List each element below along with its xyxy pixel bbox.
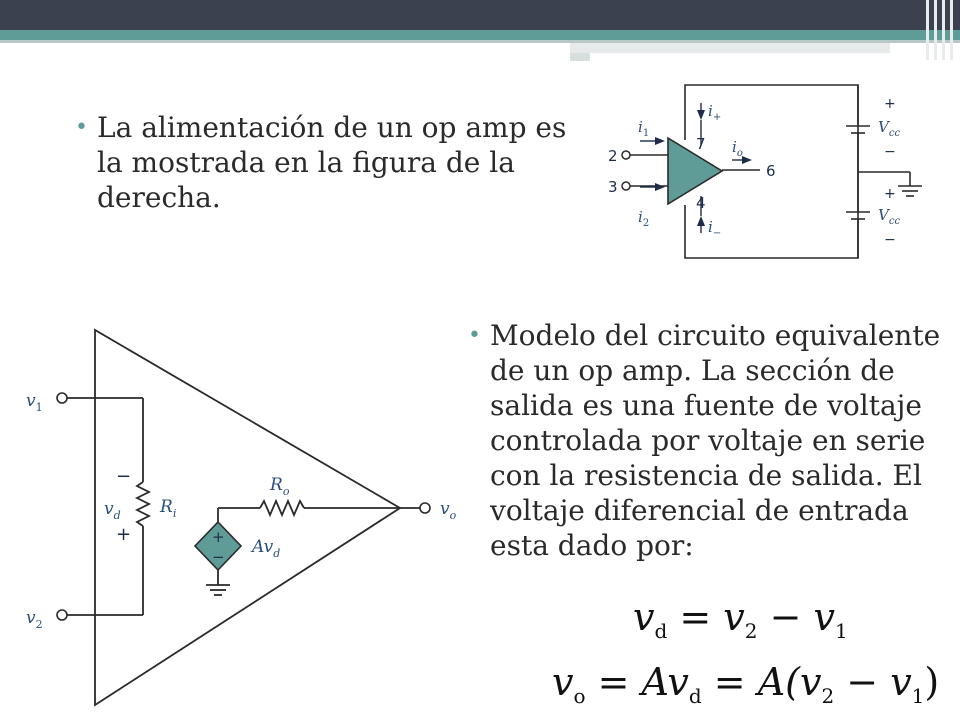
label-vd: v: [104, 499, 114, 519]
source-minus: −: [212, 548, 225, 566]
svg-text:Avd: [250, 537, 280, 560]
label-ri: R: [160, 497, 173, 517]
label-iplus-sub: +: [712, 112, 722, 123]
label-io: i: [732, 138, 737, 156]
bullet-equivalent-model: • Modelo del circuito equivalente de un op amp. La sección de salida es una fuente de voltaje controlada por voltaje en serie con la resistencia de salida. El voltaje diferencial de entrada esta dado por:: [468, 318, 948, 563]
svg-text:vd: [104, 499, 121, 522]
label-vd-sub: d: [113, 509, 121, 522]
label-i2: i: [638, 208, 643, 226]
svg-text:i−: [708, 218, 721, 239]
label-v1: v: [26, 391, 36, 411]
svg-text:i1: [638, 118, 649, 139]
arrow-i1: [655, 137, 665, 145]
terminal-3: [622, 182, 630, 190]
bullet2-line5: con la resistencia de salida. El: [490, 459, 922, 492]
terminal-2: [622, 151, 630, 159]
label-vo-sub: o: [449, 509, 457, 522]
svg-text:vo: [440, 499, 457, 522]
label-ri-sub: i: [172, 507, 177, 520]
bullet2-line4: controlada por voltaje en serie: [490, 424, 926, 457]
label-iminus: i: [708, 218, 713, 236]
svg-text:Vcc: [878, 206, 900, 227]
bullet-power-supply: • La alimentación de un op amp es la mostrada en la figura de la derecha.: [75, 110, 575, 215]
svg-text:i2: [638, 208, 649, 229]
minus-top: −: [884, 144, 896, 160]
svg-text:Ri: [159, 497, 176, 520]
svg-text:io: [732, 138, 743, 159]
bullet1-line3: derecha.: [97, 181, 221, 214]
bullet2-line7: esta dado por:: [490, 529, 694, 562]
label-v1-sub: 1: [35, 401, 43, 414]
terminal-v1: [57, 393, 67, 403]
vd-plus: +: [116, 524, 132, 545]
svg-text:i+: [708, 102, 721, 123]
label-i1: i: [638, 118, 643, 136]
label-ro: R: [270, 475, 283, 495]
label-v2: v: [26, 608, 36, 628]
label-vcc-top-sub: cc: [888, 128, 901, 139]
minus-bottom: −: [884, 232, 896, 248]
pin-4-label: 4: [696, 194, 706, 212]
label-vcc-bottom: V: [878, 206, 889, 224]
equation-vo: $v_o = Av_d = A(v_2 - v_1)$: [552, 660, 940, 708]
plus-bottom: +: [884, 186, 896, 202]
pin-6-label: 6: [766, 162, 776, 180]
plus-top: +: [884, 96, 896, 112]
svg-text:v1: [26, 391, 43, 414]
bullet2-line3: salida es una fuente de voltaje: [490, 389, 922, 422]
terminal-v2: [57, 610, 67, 620]
label-avd-sub: d: [273, 547, 281, 560]
opamp-outline: [95, 330, 400, 705]
arrow-i2: [655, 183, 665, 191]
label-iplus: i: [708, 102, 713, 120]
ro-resistor: [260, 501, 304, 515]
bullet1-line2: la mostrada en la figura de la: [97, 146, 515, 179]
pin-3-label: 3: [608, 178, 618, 196]
source-plus: +: [212, 528, 225, 546]
label-vcc-bottom-sub: cc: [888, 216, 901, 227]
ri-resistor: [137, 482, 149, 526]
label-avd: Av: [252, 537, 274, 557]
label-ro-sub: o: [282, 485, 290, 498]
equation-vd: $v_d = v_2 - v_1$: [633, 595, 848, 643]
label-iminus-sub: −: [712, 228, 722, 239]
label-vo: v: [440, 499, 450, 519]
vd-minus: −: [116, 466, 132, 487]
label-io-sub: o: [736, 148, 743, 159]
label-vcc-top: V: [878, 118, 889, 136]
terminal-vo: [420, 503, 430, 513]
bullet2-line6: voltaje diferencial de entrada: [490, 494, 909, 527]
bullet2-line1: Modelo del circuito equivalente: [490, 319, 941, 352]
bullet2-line2: de un op amp. La sección de: [490, 354, 895, 387]
pin-2-label: 2: [608, 147, 618, 165]
label-v2-sub: 2: [35, 618, 43, 631]
label-i2-sub: 2: [642, 218, 650, 229]
svg-text:Ro: [269, 475, 290, 498]
svg-text:Vcc: [878, 118, 900, 139]
bullet1-line1: La alimentación de un op amp es: [97, 111, 567, 144]
label-i1-sub: 1: [642, 128, 650, 139]
svg-text:v2: [26, 608, 43, 631]
pin-7-label: 7: [696, 135, 706, 153]
opamp-triangle: [668, 138, 722, 204]
